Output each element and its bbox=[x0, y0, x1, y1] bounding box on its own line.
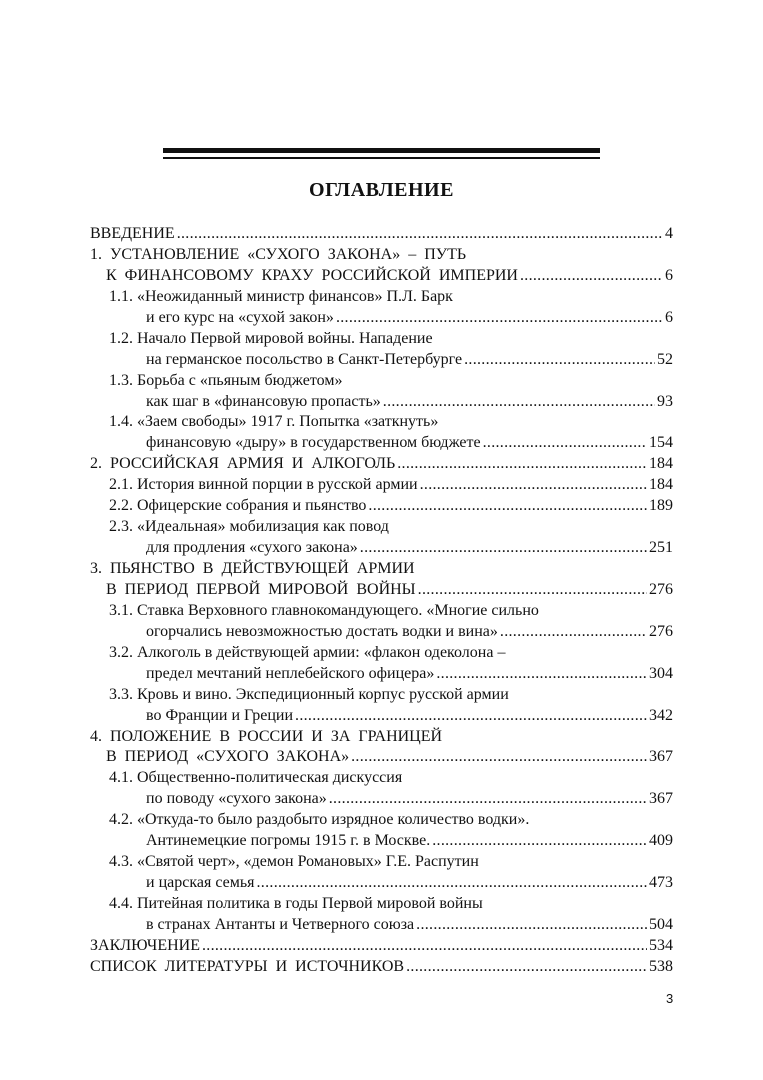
toc-entry-text: 3.3. Кровь и вино. Экспедиционный корпус русской армии bbox=[109, 685, 509, 703]
toc-chapter-4-title bbox=[90, 727, 673, 748]
toc-entry-page: 367 bbox=[649, 748, 673, 766]
toc-entry-text: во Франции и Греции bbox=[146, 706, 294, 724]
toc-section-1-1 bbox=[90, 287, 673, 308]
page-title: ОГЛАВЛЕНИЕ bbox=[309, 179, 454, 201]
toc-entry-text: Антинемецкие погромы 1915 г. в Москве. bbox=[146, 832, 431, 850]
toc-section-4-3-cont bbox=[90, 873, 673, 894]
toc-leader-dots bbox=[397, 454, 647, 475]
toc-leader-dots bbox=[257, 873, 648, 894]
toc-entry-text: 1.1. «Неожиданный министр финансов» П.Л. Барк bbox=[109, 287, 453, 305]
toc-chapter-4-title-cont bbox=[90, 747, 673, 768]
toc-entry-text: и его курс на «сухой закон» bbox=[146, 308, 334, 326]
toc-section-4-2 bbox=[90, 810, 673, 831]
toc-entry-text: для продления «сухого закона» bbox=[146, 539, 358, 557]
toc-entry-text: ЗАКЛЮЧЕНИЕ bbox=[90, 936, 200, 954]
toc-section-1-2 bbox=[90, 329, 673, 350]
toc-entry-page: 251 bbox=[649, 539, 673, 557]
toc-entry-page: 276 bbox=[649, 580, 673, 598]
toc-entry-text: 4.3. «Святой черт», «демон Романовых» Г.Е. Распутин bbox=[109, 853, 479, 871]
toc-entry-text: ВВЕДЕНИЕ bbox=[90, 225, 175, 242]
toc-entry-text: 3.1. Ставка Верховного главнокомандующего. «Многие сильно bbox=[109, 601, 539, 619]
toc-leader-dots bbox=[360, 538, 647, 559]
toc-section-1-1-cont bbox=[90, 308, 673, 329]
header-rule-thin bbox=[163, 157, 600, 159]
toc-section-4-2-cont bbox=[90, 831, 673, 852]
toc-entry-page: 52 bbox=[657, 350, 673, 368]
toc-section-4-4-cont bbox=[90, 915, 673, 936]
toc-entry-text: 3.2. Алкоголь в действующей армии: «флакон одеколона – bbox=[109, 643, 506, 661]
toc-entry-text: 1.4. «Заем свободы» 1917 г. Попытка «заткнуть» bbox=[109, 413, 439, 431]
toc-leader-dots bbox=[336, 308, 663, 329]
toc-entry-page: 154 bbox=[649, 434, 673, 452]
toc-entry-page: 473 bbox=[649, 874, 673, 892]
toc-entry-text: и царская семья bbox=[146, 874, 255, 892]
toc-leader-dots bbox=[177, 224, 663, 245]
toc-entry-page: 534 bbox=[649, 936, 673, 954]
toc-section-4-3 bbox=[90, 852, 673, 873]
table-of-contents bbox=[90, 224, 673, 978]
toc-section-3-1-cont bbox=[90, 622, 673, 643]
toc-section-1-3 bbox=[90, 371, 673, 392]
toc-entry-page: 184 bbox=[649, 476, 673, 494]
toc-leader-dots bbox=[329, 789, 647, 810]
toc-entry-page: 6 bbox=[665, 308, 673, 326]
toc-entry-page: 342 bbox=[649, 706, 673, 724]
toc-chapter-3-title-cont bbox=[90, 580, 673, 601]
toc-entry-text: 3. ПЬЯНСТВО В ДЕЙСТВУЮЩЕЙ АРМИИ bbox=[90, 560, 415, 577]
toc-section-1-4-cont bbox=[90, 433, 673, 454]
toc-entry-text: 2.1. История винной порции в русской армии bbox=[109, 476, 418, 494]
toc-section-3-3-cont bbox=[90, 706, 673, 727]
toc-leader-dots bbox=[420, 475, 647, 496]
toc-leader-dots bbox=[383, 392, 655, 413]
toc-entry-page: 276 bbox=[649, 622, 673, 640]
toc-section-3-3 bbox=[90, 685, 673, 706]
toc-entry-page: 6 bbox=[665, 266, 673, 284]
toc-section-1-4 bbox=[90, 412, 673, 433]
toc-entry-text: 1. УСТАНОВЛЕНИЕ «СУХОГО ЗАКОНА» – ПУТЬ bbox=[90, 245, 467, 263]
toc-entry-bibliography bbox=[90, 957, 673, 978]
toc-entry-page: 189 bbox=[649, 497, 673, 515]
toc-leader-dots bbox=[418, 580, 647, 601]
toc-entry-text: 1.2. Начало Первой мировой войны. Нападение bbox=[109, 329, 433, 347]
toc-chapter-1-title bbox=[90, 245, 673, 266]
toc-leader-dots bbox=[520, 266, 663, 287]
toc-section-2-3 bbox=[90, 517, 673, 538]
toc-section-4-1 bbox=[90, 768, 673, 789]
toc-chapter-2 bbox=[90, 454, 673, 475]
toc-section-2-3-cont bbox=[90, 538, 673, 559]
toc-chapter-3-title bbox=[90, 559, 673, 580]
toc-entry-page: 367 bbox=[649, 790, 673, 808]
toc-entry-text: В ПЕРИОД ПЕРВОЙ МИРОВОЙ ВОЙНЫ bbox=[106, 580, 416, 598]
toc-entry-text: К ФИНАНСОВОМУ КРАХУ РОССИЙСКОЙ ИМПЕРИИ bbox=[106, 266, 518, 284]
toc-entry-page: 504 bbox=[649, 915, 673, 933]
toc-leader-dots bbox=[483, 433, 647, 454]
toc-section-3-2-cont bbox=[90, 664, 673, 685]
toc-section-4-4 bbox=[90, 894, 673, 915]
toc-leader-dots bbox=[464, 350, 655, 371]
toc-entry-text: как шаг в «финансовую пропасть» bbox=[146, 392, 381, 410]
toc-chapter-1-title-cont bbox=[90, 266, 673, 287]
toc-leader-dots bbox=[295, 706, 647, 727]
toc-section-3-1 bbox=[90, 601, 673, 622]
toc-entry-page: 304 bbox=[649, 664, 673, 682]
toc-leader-dots bbox=[202, 936, 647, 957]
toc-entry-text: в странах Антанты и Четверного союза bbox=[146, 915, 415, 933]
toc-entry-introduction bbox=[90, 224, 673, 245]
toc-section-1-3-cont bbox=[90, 392, 673, 413]
toc-entry-text: по поводу «сухого закона» bbox=[146, 790, 327, 808]
header-rule-thick bbox=[163, 148, 600, 153]
toc-entry-page: 538 bbox=[649, 957, 673, 975]
toc-section-1-2-cont bbox=[90, 350, 673, 371]
toc-leader-dots bbox=[416, 915, 647, 936]
toc-entry-page: 409 bbox=[649, 832, 673, 850]
toc-entry-page: 4 bbox=[665, 225, 673, 242]
toc-section-4-1-cont bbox=[90, 789, 673, 810]
toc-section-3-2 bbox=[90, 643, 673, 664]
toc-leader-dots bbox=[351, 747, 647, 768]
toc-leader-dots bbox=[432, 831, 647, 852]
page-number: 3 bbox=[666, 991, 674, 1006]
toc-entry-text: 4.2. «Откуда-то было раздобыто изрядное количество водки». bbox=[109, 811, 530, 829]
toc-section-2-2 bbox=[90, 496, 673, 517]
toc-entry-text: 2.3. «Идеальная» мобилизация как повод bbox=[109, 518, 389, 536]
toc-entry-text: СПИСОК ЛИТЕРАТУРЫ И ИСТОЧНИКОВ bbox=[90, 957, 405, 975]
toc-entry-text: 2.2. Офицерские собрания и пьянство bbox=[109, 497, 367, 515]
toc-entry-text: В ПЕРИОД «СУХОГО ЗАКОНА» bbox=[106, 748, 350, 766]
toc-leader-dots bbox=[500, 622, 647, 643]
toc-entry-conclusion bbox=[90, 936, 673, 957]
toc-entry-text: финансовую «дыру» в государственном бюджете bbox=[146, 434, 481, 452]
toc-leader-dots bbox=[436, 664, 647, 685]
toc-entry-text: 4.1. Общественно-политическая дискуссия bbox=[109, 769, 403, 787]
toc-entry-text: на германское посольство в Санкт-Петербурге bbox=[146, 350, 463, 368]
toc-entry-page: 93 bbox=[657, 392, 673, 410]
toc-leader-dots bbox=[368, 496, 647, 517]
toc-leader-dots bbox=[406, 957, 647, 978]
toc-entry-text: 2. РОССИЙСКАЯ АРМИЯ И АЛКОГОЛЬ bbox=[90, 455, 396, 473]
toc-entry-text: огорчались невозможностью достать водки и вина» bbox=[146, 622, 498, 640]
toc-entry-page: 184 bbox=[649, 455, 673, 473]
toc-entry-text: 4.4. Питейная политика в годы Первой мировой войны bbox=[109, 895, 483, 912]
toc-entry-text: 4. ПОЛОЖЕНИЕ В РОССИИ И ЗА ГРАНИЦЕЙ bbox=[90, 727, 443, 745]
toc-entry-text: 1.3. Борьба с «пьяным бюджетом» bbox=[109, 371, 343, 389]
toc-section-2-1 bbox=[90, 475, 673, 496]
toc-entry-text: предел мечтаний неплебейского офицера» bbox=[146, 664, 435, 682]
